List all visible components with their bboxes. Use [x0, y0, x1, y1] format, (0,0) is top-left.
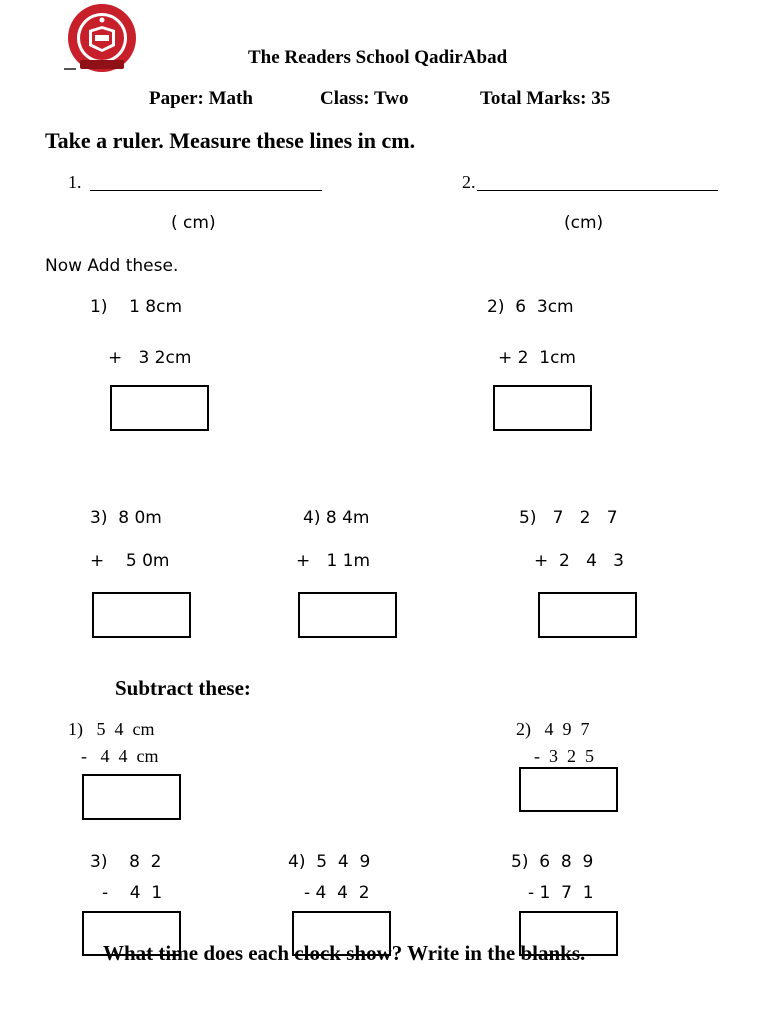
add-answer-box-3[interactable]: [92, 592, 191, 638]
add-problem-3-top: 3) 8 0m: [90, 508, 162, 528]
subtract-problem-4-bottom: - 4 4 2: [304, 883, 370, 903]
total-marks: Total Marks: 35: [480, 88, 611, 109]
measure-line-1: [90, 190, 322, 191]
add-problem-2-bottom: + 2 1cm: [498, 348, 576, 368]
subtract-problem-5-bottom: - 1 7 1: [528, 883, 594, 903]
measure-item-2-number: 2.: [462, 172, 476, 192]
paper-subject: Paper: Math: [149, 88, 253, 109]
measure-heading: Take a ruler. Measure these lines in cm.: [45, 128, 416, 153]
measure-item-2-unit: (cm): [564, 213, 604, 233]
add-problem-1-bottom: + 3 2cm: [108, 348, 192, 368]
subtract-problem-3-top: 3) 8 2: [90, 852, 162, 872]
add-answer-box-1[interactable]: [110, 385, 209, 431]
measure-item-1-number: 1.: [68, 172, 82, 192]
add-problem-5-bottom: + 2 4 3: [534, 551, 624, 571]
subtract-problem-1-bottom: - 4 4 cm: [81, 746, 159, 766]
school-name: The Readers School QadirAbad: [248, 47, 508, 68]
measure-line-2: [477, 190, 718, 191]
subtract-problem-2-bottom: - 3 2 5: [534, 746, 594, 766]
class-label: Class: Two: [320, 88, 409, 109]
add-problem-1-top: 1) 1 8cm: [90, 297, 183, 317]
subtract-answer-box-2[interactable]: [519, 767, 618, 812]
measure-item-1-unit: ( cm): [171, 213, 216, 233]
subtract-answer-box-3[interactable]: [82, 911, 181, 956]
subtract-problem-2-top: 2) 4 9 7: [516, 719, 590, 739]
subtract-problem-3-bottom: - 4 1: [102, 883, 163, 903]
subtract-problem-5-top: 5) 6 8 9: [511, 852, 594, 872]
add-heading: Now Add these.: [45, 256, 179, 276]
subtract-problem-4-top: 4) 5 4 9: [288, 852, 371, 872]
school-logo: [62, 2, 142, 78]
clock-heading: What time does each clock show? Write in the blanks.: [103, 941, 586, 965]
add-problem-5-top: 5) 7 2 7: [519, 508, 618, 528]
subtract-answer-box-4[interactable]: [292, 911, 391, 956]
add-answer-box-4[interactable]: [298, 592, 397, 638]
add-problem-4-bottom: + 1 1m: [296, 551, 371, 571]
subtract-answer-box-5[interactable]: [519, 911, 618, 956]
subtract-answer-box-1[interactable]: [82, 774, 181, 820]
subtract-heading: Subtract these:: [115, 676, 251, 700]
add-answer-box-5[interactable]: [538, 592, 637, 638]
add-answer-box-2[interactable]: [493, 385, 592, 431]
subtract-problem-1-top: 1) 5 4 cm: [68, 719, 155, 739]
add-problem-4-top: 4) 8 4m: [303, 508, 370, 528]
add-problem-2-top: 2) 6 3cm: [487, 297, 574, 317]
add-problem-3-bottom: + 5 0m: [90, 551, 170, 571]
